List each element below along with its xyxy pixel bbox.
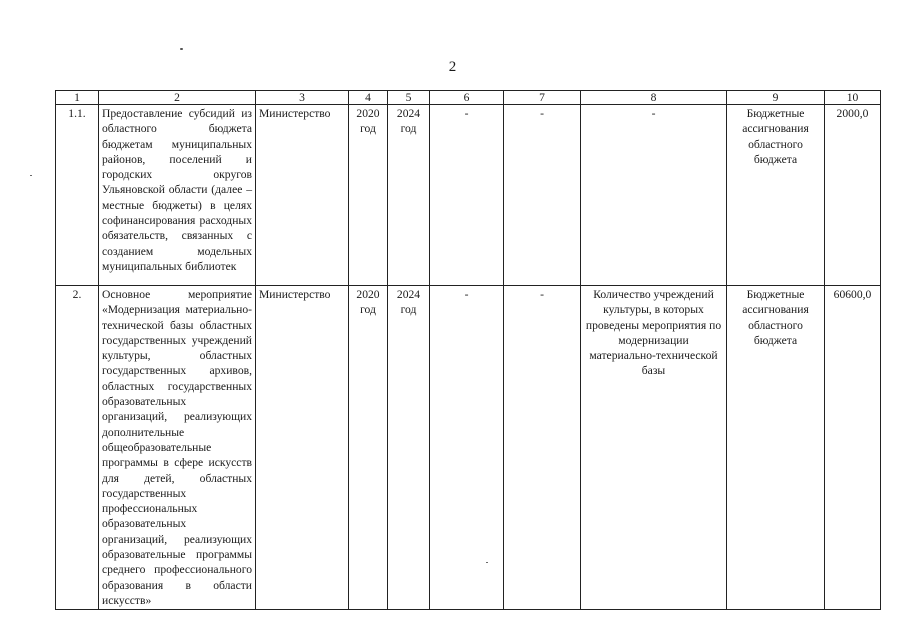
row-number: 1.1. [56,105,99,286]
column-number: 1 [56,91,99,105]
column-number: 2 [99,91,256,105]
start-year: 2020 год [349,286,388,610]
funding-source: Бюджетные ассигнования областного бюджета [727,286,825,610]
column-number: 3 [256,91,349,105]
indicator: Количество учреждений культуры, в которых проведены мероприятия по модернизации материально-технической базы [581,286,727,610]
executor: Министерство [256,105,349,286]
page-number: 2 [448,59,457,75]
column-6-value: - [430,105,504,286]
program-table [55,90,881,610]
indicator: - [581,105,727,286]
funding-source: Бюджетные ассигнования областного бюджета [727,105,825,286]
column-6-value: - [430,286,504,610]
column-7-value: - [504,286,581,610]
scan-speck [180,48,183,50]
column-number: 6 [430,91,504,105]
column-number: 5 [388,91,430,105]
executor: Министерство [256,286,349,610]
column-number: 4 [349,91,388,105]
end-year: 2024 год [388,105,430,286]
column-number-row [56,91,881,105]
measure-name: Основное мероприятие «Модернизация материально-технической базы областных государственных учреждений культуры, областных государственных архивов, областных государственных образовательных организаций, реализующих дополнительные общеобразовательные программы в сфере искусств для детей, областных государственных профессиональных образовательных организаций, реализующих образовательные программы среднего профессионального образования в области искусств» [99,286,256,610]
column-number: 8 [581,91,727,105]
table-row [56,105,881,286]
column-number: 9 [727,91,825,105]
column-7-value: - [504,105,581,286]
scan-speck [30,175,32,176]
measure-name: Предоставление субсидий из областного бюджета бюджетам муниципальных районов, поселений и городских округов Ульяновской области (далее – местные бюджеты) в целях софинансирования расходных обязательств, связанных с созданием модельных муниципальных библиотек [99,105,256,286]
table-row [56,286,881,610]
end-year: 2024 год [388,286,430,610]
scan-speck [486,562,488,563]
column-number: 10 [825,91,881,105]
start-year: 2020 год [349,105,388,286]
column-number: 7 [504,91,581,105]
row-number: 2. [56,286,99,610]
funding-amount: 2000,0 [825,105,881,286]
funding-amount: 60600,0 [825,286,881,610]
